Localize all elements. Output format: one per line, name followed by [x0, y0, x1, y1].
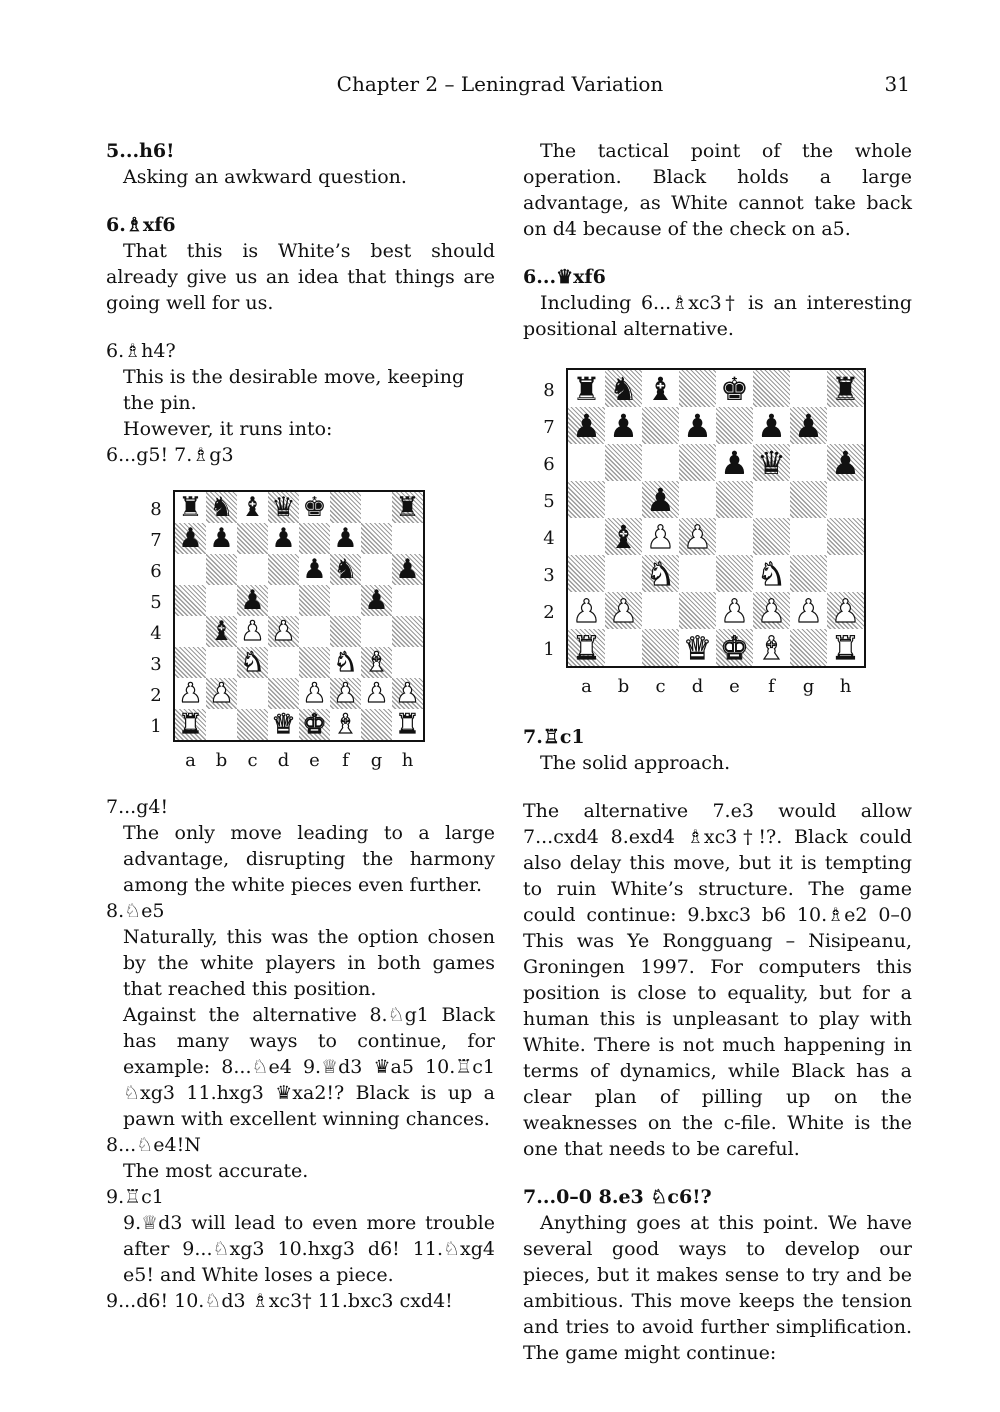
chess-diagram-2	[523, 342, 912, 724]
square-g2	[790, 592, 827, 629]
comment-alternative-7e3: The alternative 7.e3 would allow 7...cxd4 8.exd4 ♗xc3†!?. Black could also delay this move, but it is tempting to ruin White’s structure. The game could continue: 9.bxc3 b6 10.♗e2 0–0 This was Ye Rongguang – Nisipeanu, Groningen 1997. For computers this position is close to equality, but for a human this is unpleasant to play with White. There is not much happening in terms of dynamics, while Black has a clear plan of pilling up on the weaknesses on the c-file. White is the one that needs to be careful.	[523, 800, 912, 1160]
square-e5	[299, 585, 330, 616]
square-b1	[605, 629, 642, 666]
square-d5	[268, 585, 299, 616]
black-bishop-icon: ♝	[646, 369, 675, 408]
square-f7	[753, 407, 790, 444]
square-f6	[330, 554, 361, 585]
white-bishop-icon: ♝	[364, 647, 389, 678]
square-a2	[568, 592, 605, 629]
file-label: f	[768, 676, 775, 697]
white-pawn-icon: ♟	[609, 591, 638, 630]
square-a3	[175, 647, 206, 678]
move-9d6: 9...d6! 10.♘d3 ♗xc3† 11.bxc3 cxd4!	[106, 1290, 453, 1312]
square-b3	[206, 647, 237, 678]
white-pawn-icon: ♟	[646, 517, 675, 556]
square-f3	[330, 647, 361, 678]
file-label: d	[691, 676, 704, 697]
white-pawn-icon: ♟	[395, 678, 420, 709]
white-pawn-icon: ♟	[209, 678, 234, 709]
white-pawn-icon: ♟	[831, 591, 860, 630]
square-e4	[716, 518, 753, 555]
black-pawn-icon: ♟	[333, 523, 358, 554]
rank-label: 6	[150, 560, 162, 582]
white-rook-icon: ♜	[178, 709, 203, 740]
move-8ne5: 8.♘e5	[106, 900, 165, 922]
move-heading-6qxf6: 6...♛xf6	[523, 266, 606, 288]
white-pawn-icon: ♟	[720, 591, 749, 630]
square-h2	[827, 592, 864, 629]
rank-label: 2	[150, 684, 162, 706]
white-pawn-icon: ♟	[271, 616, 296, 647]
black-pawn-icon: ♟	[572, 406, 601, 445]
square-e1	[716, 629, 753, 666]
square-a6	[175, 554, 206, 585]
square-e3	[299, 647, 330, 678]
comment-9rc1: 9.♕d3 will lead to even more trouble after 9...♘xg3 10.hxg3 d6! 11.♘xg4 e5! and White loses a piece.	[123, 1212, 495, 1286]
square-h6	[827, 444, 864, 481]
square-e7	[716, 407, 753, 444]
black-pawn-icon: ♟	[683, 406, 712, 445]
white-knight-icon: ♞	[240, 647, 265, 678]
square-d5	[679, 481, 716, 518]
square-e5	[716, 481, 753, 518]
rank-label: 7	[150, 529, 162, 551]
black-pawn-icon: ♟	[395, 554, 420, 585]
file-label: h	[839, 676, 852, 697]
chapter-title: Chapter 2 – Leningrad Variation	[336, 72, 664, 96]
comment-5h6: Asking an awkward question.	[123, 166, 407, 188]
square-d4	[268, 616, 299, 647]
black-queen-icon: ♛	[271, 492, 296, 523]
rank-label: 8	[543, 379, 555, 401]
rank-label: 1	[150, 715, 162, 737]
square-e2	[299, 678, 330, 709]
square-d8	[679, 370, 716, 407]
comment-7g4: The only move leading to a large advantage, disrupting the harmony among the white pieces even further.	[123, 822, 495, 896]
chess-diagram-1	[106, 468, 495, 794]
black-pawn-icon: ♟	[831, 443, 860, 482]
white-rook-icon: ♜	[831, 628, 860, 667]
square-c8	[642, 370, 679, 407]
square-f8	[330, 492, 361, 523]
square-c8	[237, 492, 268, 523]
white-pawn-icon: ♟	[757, 591, 786, 630]
black-rook-icon: ♜	[395, 492, 420, 523]
rank-label: 3	[150, 653, 162, 675]
file-label: f	[342, 750, 349, 771]
square-e8	[716, 370, 753, 407]
comment-8ne4: The most accurate.	[123, 1160, 309, 1182]
white-knight-icon: ♞	[757, 554, 786, 593]
square-b8	[605, 370, 642, 407]
square-f2	[753, 592, 790, 629]
move-9rc1: 9.♖c1	[106, 1186, 164, 1208]
square-f4	[330, 616, 361, 647]
square-h4	[392, 616, 423, 647]
square-c7	[237, 523, 268, 554]
square-c3	[642, 555, 679, 592]
chess-board	[566, 368, 866, 668]
move-7g4: 7...g4!	[106, 796, 169, 818]
rank-label: 5	[543, 490, 555, 512]
left-column	[106, 138, 495, 1314]
file-label: g	[370, 750, 383, 771]
file-label: e	[309, 750, 320, 771]
rank-label: 7	[543, 416, 555, 438]
square-f5	[753, 481, 790, 518]
square-e6	[716, 444, 753, 481]
comment-6bh4-2: However, it runs into:	[123, 418, 333, 440]
move-6bh4: 6.♗h4?	[106, 340, 176, 362]
square-b7	[605, 407, 642, 444]
square-e4	[299, 616, 330, 647]
move-heading-6bxf6: 6.♗xf6	[106, 214, 176, 236]
square-h8	[392, 492, 423, 523]
white-rook-icon: ♜	[395, 709, 420, 740]
square-b6	[206, 554, 237, 585]
square-g4	[361, 616, 392, 647]
black-pawn-icon: ♟	[794, 406, 823, 445]
square-c7	[642, 407, 679, 444]
black-pawn-icon: ♟	[240, 585, 265, 616]
square-h6	[392, 554, 423, 585]
square-a8	[175, 492, 206, 523]
square-b8	[206, 492, 237, 523]
black-bishop-icon: ♝	[609, 517, 638, 556]
square-g5	[361, 585, 392, 616]
white-bishop-icon: ♝	[757, 628, 786, 667]
square-g7	[361, 523, 392, 554]
square-e7	[299, 523, 330, 554]
square-a6	[568, 444, 605, 481]
white-pawn-icon: ♟	[302, 678, 327, 709]
square-e3	[716, 555, 753, 592]
square-a2	[175, 678, 206, 709]
black-pawn-icon: ♟	[646, 480, 675, 519]
square-c6	[642, 444, 679, 481]
file-label: c	[247, 750, 258, 771]
black-pawn-icon: ♟	[609, 406, 638, 445]
square-a4	[568, 518, 605, 555]
square-h5	[827, 481, 864, 518]
square-h1	[827, 629, 864, 666]
white-queen-icon: ♛	[683, 628, 712, 667]
square-d4	[679, 518, 716, 555]
square-c2	[642, 592, 679, 629]
square-h7	[827, 407, 864, 444]
square-h2	[392, 678, 423, 709]
rank-label: 3	[543, 564, 555, 586]
square-d2	[679, 592, 716, 629]
square-d1	[679, 629, 716, 666]
square-g5	[790, 481, 827, 518]
square-b2	[605, 592, 642, 629]
square-g8	[361, 492, 392, 523]
file-label: a	[185, 750, 196, 771]
black-knight-icon: ♞	[609, 369, 638, 408]
square-g1	[790, 629, 827, 666]
square-a4	[175, 616, 206, 647]
square-a5	[175, 585, 206, 616]
square-d3	[679, 555, 716, 592]
white-knight-icon: ♞	[646, 554, 675, 593]
square-d6	[268, 554, 299, 585]
right-column	[523, 138, 912, 1366]
square-d2	[268, 678, 299, 709]
square-a1	[175, 709, 206, 740]
move-8ne4: 8...♘e4!N	[106, 1134, 201, 1156]
white-queen-icon: ♛	[271, 709, 296, 740]
page-header	[0, 72, 1000, 102]
white-pawn-icon: ♟	[794, 591, 823, 630]
file-label: e	[729, 676, 740, 697]
square-g3	[361, 647, 392, 678]
square-c4	[237, 616, 268, 647]
square-c1	[642, 629, 679, 666]
page-number: 31	[884, 72, 910, 96]
file-label: g	[802, 676, 815, 697]
square-e8	[299, 492, 330, 523]
comment-7rc1: The solid approach.	[540, 752, 731, 774]
rank-label: 4	[543, 527, 555, 549]
square-b2	[206, 678, 237, 709]
black-pawn-icon: ♟	[209, 523, 234, 554]
comment-6qxf6: Including 6...♗xc3† is an interesting positional alternative.	[523, 292, 912, 340]
square-d7	[679, 407, 716, 444]
square-f2	[330, 678, 361, 709]
square-g7	[790, 407, 827, 444]
black-rook-icon: ♜	[572, 369, 601, 408]
square-f6	[753, 444, 790, 481]
square-e6	[299, 554, 330, 585]
square-b3	[605, 555, 642, 592]
move-heading-7rc1: 7.♖c1	[523, 726, 585, 748]
black-king-icon: ♚	[302, 492, 327, 523]
file-label: h	[401, 750, 414, 771]
white-bishop-icon: ♝	[333, 709, 358, 740]
white-king-icon: ♚	[302, 709, 327, 740]
square-d8	[268, 492, 299, 523]
square-a3	[568, 555, 605, 592]
comment-tactical-point: The tactical point of the whole operation. Black holds a large advantage, as White cannot take back on d4 because of the check on a5.	[523, 140, 912, 240]
square-d1	[268, 709, 299, 740]
square-f1	[330, 709, 361, 740]
white-pawn-icon: ♟	[683, 517, 712, 556]
black-pawn-icon: ♟	[364, 585, 389, 616]
square-h7	[392, 523, 423, 554]
white-rook-icon: ♜	[572, 628, 601, 667]
square-f4	[753, 518, 790, 555]
white-knight-icon: ♞	[333, 647, 358, 678]
square-d6	[679, 444, 716, 481]
black-rook-icon: ♜	[178, 492, 203, 523]
black-pawn-icon: ♟	[271, 523, 296, 554]
square-d3	[268, 647, 299, 678]
square-g2	[361, 678, 392, 709]
white-pawn-icon: ♟	[572, 591, 601, 630]
black-knight-icon: ♞	[333, 554, 358, 585]
black-pawn-icon: ♟	[757, 406, 786, 445]
square-a5	[568, 481, 605, 518]
white-pawn-icon: ♟	[333, 678, 358, 709]
square-b4	[206, 616, 237, 647]
square-h8	[827, 370, 864, 407]
square-g3	[790, 555, 827, 592]
comment-8ne5-1: Naturally, this was the option chosen by the white players in both games that reached this position.	[123, 926, 495, 1000]
move-heading-5h6: 5...h6!	[106, 140, 175, 162]
comment-8ne5-2: Against the alternative 8.♘g1 Black has many ways to continue, for example: 8...♘e4 9.♕d3 ♛a5 10.♖c1 ♘xg3 11.hxg3 ♛xa2!? Black is up a pawn with excellent winning chances.	[123, 1004, 495, 1130]
black-pawn-icon: ♟	[178, 523, 203, 554]
file-label: b	[215, 750, 228, 771]
square-b6	[605, 444, 642, 481]
square-d7	[268, 523, 299, 554]
black-queen-icon: ♛	[757, 443, 786, 482]
square-b4	[605, 518, 642, 555]
square-h3	[827, 555, 864, 592]
move-heading-7oo: 7...0–0 8.e3 ♘c6!?	[523, 1186, 712, 1208]
square-b1	[206, 709, 237, 740]
square-f3	[753, 555, 790, 592]
square-a7	[568, 407, 605, 444]
square-h4	[827, 518, 864, 555]
square-c6	[237, 554, 268, 585]
black-knight-icon: ♞	[209, 492, 234, 523]
white-pawn-icon: ♟	[178, 678, 203, 709]
white-pawn-icon: ♟	[240, 616, 265, 647]
file-label: c	[655, 676, 666, 697]
chess-board	[173, 490, 425, 742]
square-g8	[790, 370, 827, 407]
square-a1	[568, 629, 605, 666]
square-b5	[605, 481, 642, 518]
square-g6	[790, 444, 827, 481]
square-c5	[642, 481, 679, 518]
square-c4	[642, 518, 679, 555]
square-e2	[716, 592, 753, 629]
square-f8	[753, 370, 790, 407]
move-6g5: 6...g5! 7.♗g3	[106, 444, 234, 466]
black-bishop-icon: ♝	[240, 492, 265, 523]
square-f5	[330, 585, 361, 616]
square-h1	[392, 709, 423, 740]
white-pawn-icon: ♟	[364, 678, 389, 709]
file-label: b	[617, 676, 630, 697]
file-label: d	[277, 750, 290, 771]
rank-label: 5	[150, 591, 162, 613]
rank-label: 8	[150, 498, 162, 520]
rank-label: 4	[150, 622, 162, 644]
square-c1	[237, 709, 268, 740]
square-c5	[237, 585, 268, 616]
black-king-icon: ♚	[720, 369, 749, 408]
square-a7	[175, 523, 206, 554]
square-b5	[206, 585, 237, 616]
file-label: a	[581, 676, 592, 697]
square-b7	[206, 523, 237, 554]
square-h3	[392, 647, 423, 678]
rank-label: 2	[543, 601, 555, 623]
square-g4	[790, 518, 827, 555]
rank-label: 1	[543, 638, 555, 660]
square-e1	[299, 709, 330, 740]
square-f7	[330, 523, 361, 554]
square-c2	[237, 678, 268, 709]
white-king-icon: ♚	[720, 628, 749, 667]
comment-6bxf6: That this is White’s best should already give us an idea that things are going well for us.	[106, 240, 495, 314]
comment-7oo: Anything goes at this point. We have several good ways to develop our pieces, but it makes sense to try and be ambitious. This move keeps the tension and tries to avoid further simplification. The game might continue:	[523, 1212, 912, 1364]
black-pawn-icon: ♟	[302, 554, 327, 585]
square-g1	[361, 709, 392, 740]
comment-6bh4-1: This is the desirable move, keeping the pin.	[123, 366, 465, 414]
black-bishop-icon: ♝	[209, 616, 234, 647]
square-g6	[361, 554, 392, 585]
black-pawn-icon: ♟	[720, 443, 749, 482]
black-rook-icon: ♜	[831, 369, 860, 408]
rank-label: 6	[543, 453, 555, 475]
square-f1	[753, 629, 790, 666]
square-a8	[568, 370, 605, 407]
square-c3	[237, 647, 268, 678]
square-h5	[392, 585, 423, 616]
